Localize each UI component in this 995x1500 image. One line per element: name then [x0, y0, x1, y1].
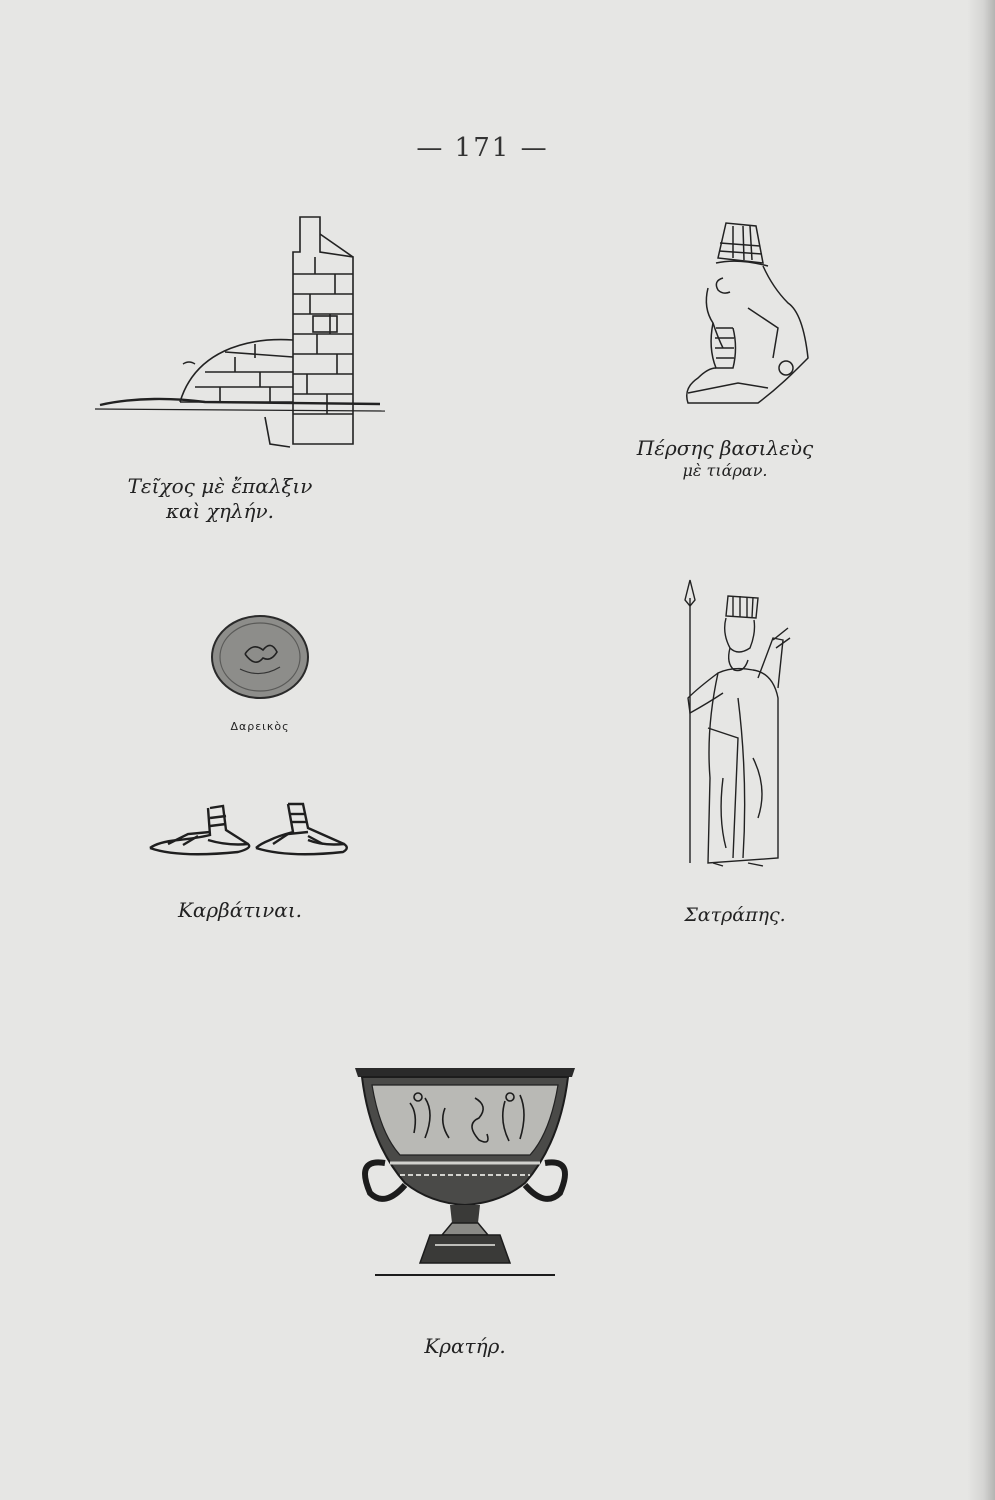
- persian-king-caption: [625, 436, 825, 481]
- satrap-caption: Σατράπης.: [684, 904, 786, 926]
- wall-caption: [100, 474, 340, 524]
- krater-illustration: [350, 1063, 580, 1283]
- persian-king-caption-line2: μὲ τιάραν.: [682, 461, 768, 480]
- page-edge-shadow: [967, 0, 995, 1500]
- wall-caption-line1: Τεῖχος μὲ ἔπαλξιν: [127, 474, 313, 498]
- persian-king-caption-line1: Πέρσης βασιλεὺς: [636, 436, 814, 460]
- satrap-illustration: [678, 578, 793, 868]
- wall-illustration: [95, 212, 390, 457]
- wall-caption-line2: καὶ χηλήν.: [165, 499, 275, 523]
- sandals-illustration: [148, 800, 350, 860]
- daric-coin-illustration: [210, 614, 310, 700]
- daric-caption: Δαρεικὸς: [230, 720, 290, 733]
- page-number: — 171 —: [416, 133, 549, 163]
- krater-caption: Κρατήρ.: [424, 1334, 506, 1358]
- sandals-caption: Καρβάτιναι.: [177, 898, 303, 922]
- persian-king-illustration: [678, 218, 813, 408]
